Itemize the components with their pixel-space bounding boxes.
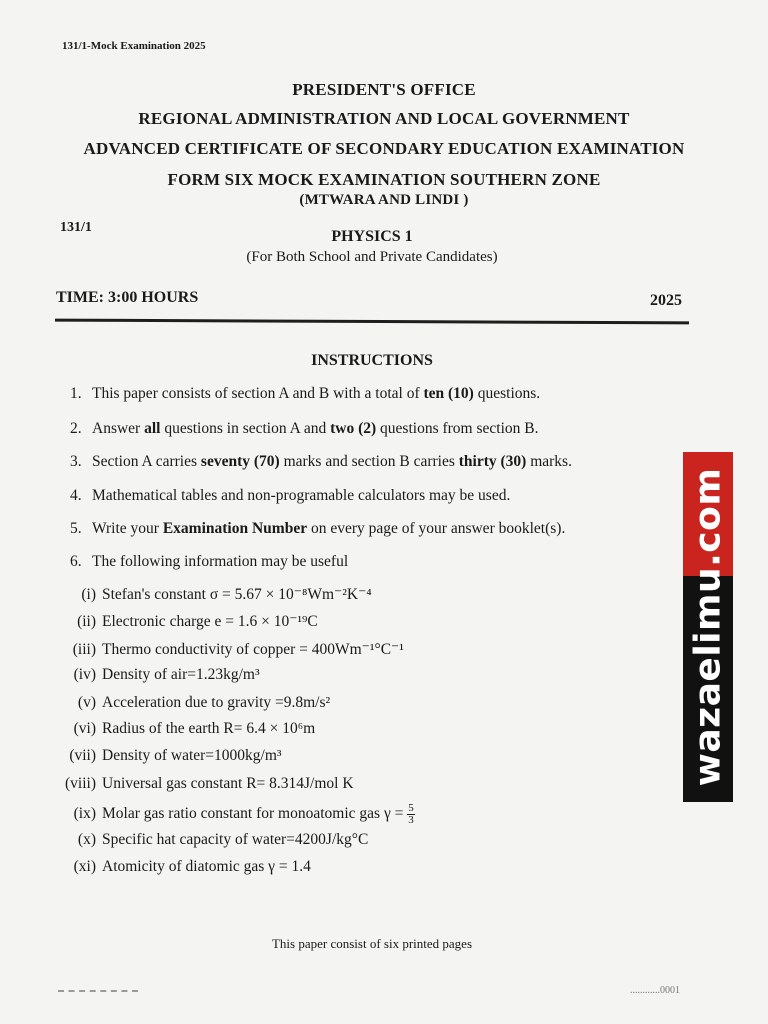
constant-item: (iii) Thermo conductivity of copper = 400Wm⁻¹°C⁻¹ (72, 641, 404, 658)
regions-subtitle: (MTWARA AND LINDI ) (299, 192, 469, 208)
instruction-item: 4. Mathematical tables and non-programable calculators may be used. (70, 487, 511, 504)
time-allowed: TIME: 3:00 HOURS (56, 289, 199, 306)
watermark-text: wazaelimu.com (687, 467, 729, 787)
constant-item: (xi) Atomicity of diatomic gas γ = 1.4 (73, 858, 311, 875)
exam-year: 2025 (650, 292, 682, 309)
constant-item: (i) Stefan's constant σ = 5.67 × 10⁻⁸Wm⁻²K⁻⁴ (81, 586, 372, 603)
ministry-title: REGIONAL ADMINISTRATION AND LOCAL GOVERNMENT (138, 109, 630, 128)
constant-item: (ix) Molar gas ratio constant for monoatomic gas γ = $\frac{5}{3}$ (73, 802, 414, 826)
candidates-note: (For Both School and Private Candidates) (246, 249, 498, 265)
constant-item: (x) Specific hat capacity of water=4200J/kg°C (77, 831, 369, 848)
watermark-badge (683, 452, 733, 802)
instruction-item: 1. This paper consists of section A and B with a total of ten (10) questions. (70, 385, 541, 402)
constant-item: (iv) Density of air=1.23kg/m³ (73, 666, 260, 683)
exam-title: ADVANCED CERTIFICATE OF SECONDARY EDUCATION EXAMINATION (83, 139, 685, 158)
page-edge-mark (58, 990, 138, 998)
instruction-item: 6. The following information may be useful (70, 553, 349, 570)
instruction-item: 2. Answer all questions in section A and two (2) questions from section B. (70, 420, 539, 437)
constant-item: (viii) Universal gas constant R= 8.314J/mol K (65, 775, 354, 792)
pages-note: This paper consist of six printed pages (271, 936, 472, 951)
paper-code: 131/1 (60, 220, 92, 235)
office-title: PRESIDENT'S OFFICE (292, 80, 476, 99)
constant-item: (vii) Density of water=1000kg/m³ (69, 747, 282, 764)
instructions-title: INSTRUCTIONS (311, 352, 433, 369)
header-divider (55, 319, 689, 325)
constant-item: (ii) Electronic charge e = 1.6 × 10⁻¹⁹C (77, 613, 318, 630)
fraction: $\frac{5}{3}$ (408, 802, 414, 826)
mock-title: FORM SIX MOCK EXAMINATION SOUTHERN ZONE (167, 170, 601, 189)
constant-item: (vi) Radius of the earth R= 6.4 × 10⁶m (73, 720, 316, 737)
constant-item: (v) Acceleration due to gravity =9.8m/s² (77, 694, 331, 711)
instruction-item: 5. Write your Examination Number on every page of your answer booklet(s). (70, 520, 566, 537)
instruction-item: 3. Section A carries seventy (70) marks and section B carries thirty (30) marks. (70, 453, 572, 470)
header-code-line: 131/1-Mock Examination 2025 (62, 40, 206, 52)
subject-title: PHYSICS 1 (331, 228, 413, 245)
corner-code: ............0001 (630, 985, 680, 996)
